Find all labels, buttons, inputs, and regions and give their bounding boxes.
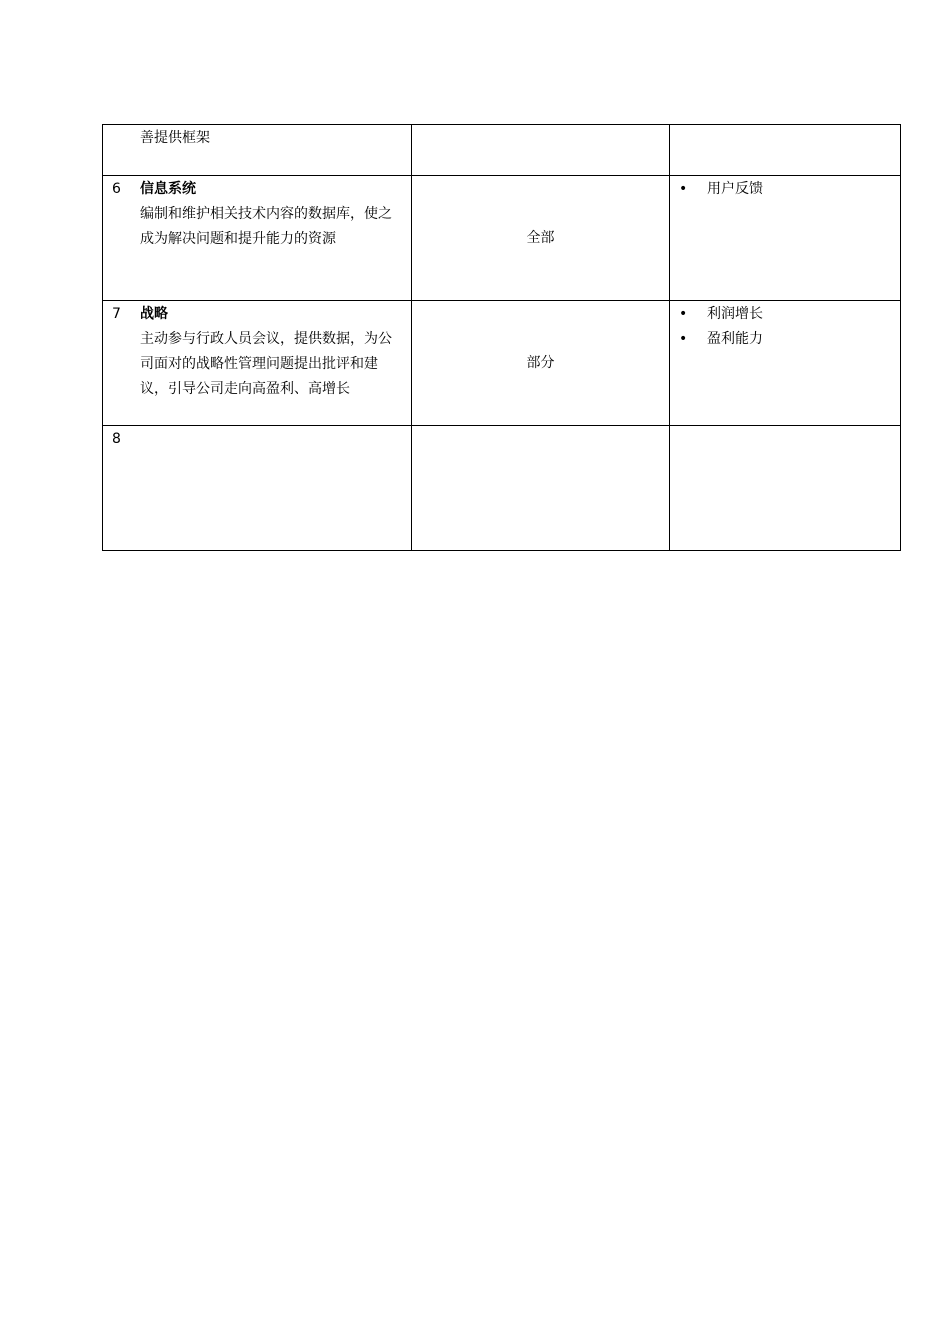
scope-cell (412, 125, 670, 176)
table-row (103, 176, 901, 301)
table-row (103, 301, 901, 426)
table-row (103, 426, 901, 551)
indicator-label: 盈利能力 (707, 331, 763, 347)
indicator-label: 利润增长 (707, 306, 763, 322)
task-description: 善提供框架 (140, 130, 210, 146)
task-cell (103, 176, 412, 301)
bullet-icon: • (679, 306, 688, 322)
row-number: 8 (112, 431, 121, 447)
indicator-cell (670, 176, 901, 301)
list-item (670, 177, 900, 202)
task-cell (103, 301, 412, 426)
indicator-cell (670, 125, 901, 176)
task-cell (103, 125, 412, 176)
responsibility-table (102, 124, 901, 551)
bullet-icon: • (679, 331, 688, 347)
indicator-label: 用户反馈 (707, 181, 763, 197)
table-row (103, 125, 901, 176)
indicator-list (670, 301, 900, 352)
list-item (670, 327, 900, 352)
indicator-list (670, 176, 900, 202)
row-number: 6 (112, 181, 121, 197)
task-cell (103, 426, 412, 551)
task-description: 主动参与行政人员会议，提供数据，为公司面对的战略性管理问题提出批评和建议，引导公司走向高盈利、高增长 (140, 331, 392, 397)
task-title: 信息系统 (140, 181, 196, 197)
task-description: 编制和维护相关技术内容的数据库，使之成为解决问题和提升能力的资源 (140, 206, 392, 247)
scope-cell (412, 426, 670, 551)
task-title: 战略 (140, 306, 168, 322)
row-number: 7 (112, 306, 121, 322)
bullet-icon: • (679, 181, 688, 197)
scope-cell: 全部 (412, 176, 670, 301)
indicator-cell (670, 301, 901, 426)
scope-cell: 部分 (412, 301, 670, 426)
indicator-cell (670, 426, 901, 551)
list-item (670, 302, 900, 327)
